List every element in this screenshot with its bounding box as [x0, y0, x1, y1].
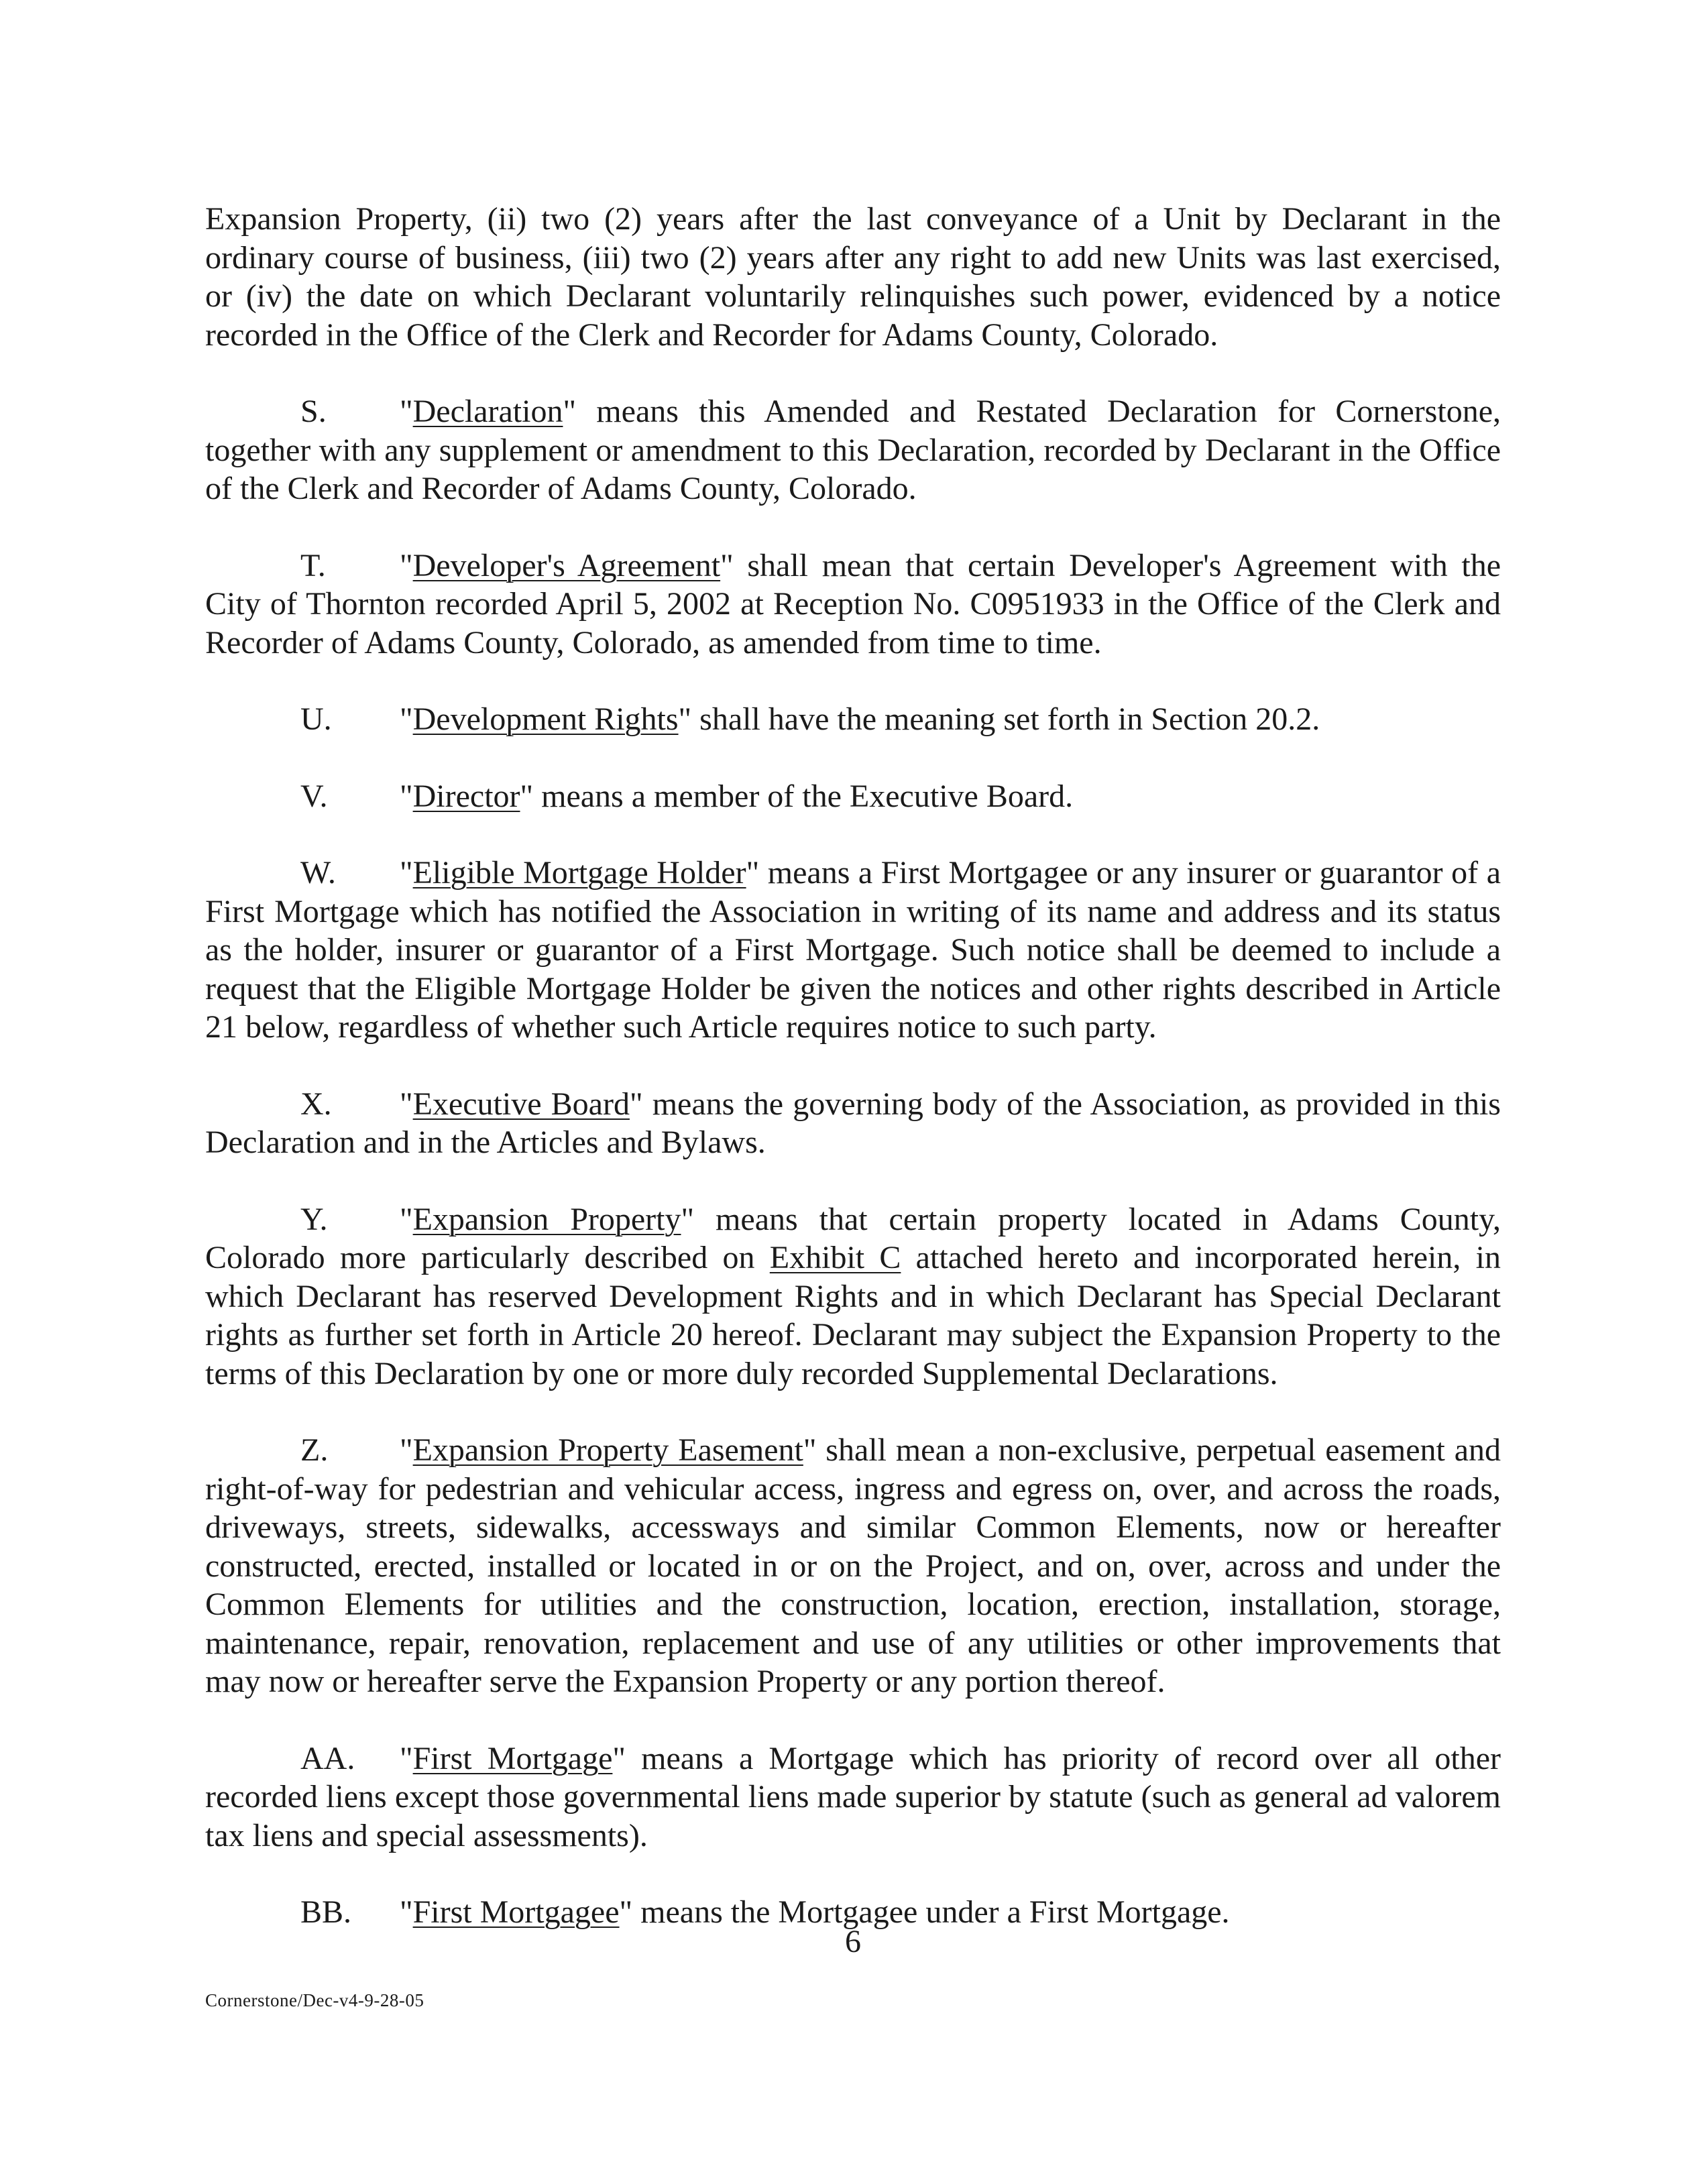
- definition-label: W.: [300, 855, 336, 890]
- definition-label: S.: [300, 394, 327, 429]
- definition-text: " shall have the meaning set forth in Section 20.2.: [678, 701, 1320, 737]
- defined-term: Eligible Mortgage Holder: [412, 855, 746, 890]
- definition-v: V. "Director" means a member of the Executive Board.: [205, 777, 1501, 816]
- definition-s: S. "Declaration" means this Amended and Restated Declaration for Cornerstone, together with any supplement or amendment to this Declaration, recorded by Declarant in the Office of the Clerk and Recorder of Adams County, Colorado.: [205, 394, 1501, 506]
- defined-term: First Mortgage: [412, 1740, 613, 1776]
- defined-term: First Mortgagee: [412, 1894, 620, 1930]
- defined-term: Executive Board: [412, 1086, 630, 1122]
- definition-label: V.: [300, 778, 328, 814]
- definition-text: " means the governing body of the Association, as provided in this Declaration and in the Articles and Bylaws.: [205, 1086, 1501, 1160]
- exhibit-reference: Exhibit C: [769, 1240, 901, 1275]
- definition-text: " means a member of the Executive Board.: [520, 778, 1074, 814]
- definition-label: AA.: [300, 1740, 355, 1776]
- definition-label: U.: [300, 701, 332, 737]
- defined-term: Developer's Agreement: [412, 547, 721, 583]
- definition-text: attached hereto and incorporated herein, in which Declarant has reserved Development Rights and in which Declarant has Special Declarant rights as further set forth in Article 20 hereof. Declarant may subject the Expansion Property to the terms of this Declaration by one or more duly recorded Supplemental Declarations.: [205, 1240, 1501, 1391]
- continuation-paragraph: Expansion Property, (ii) two (2) years after the last conveyance of a Unit by Declarant in the ordinary course of business, (iii) two (2) years after any right to add new Units was last exercised, or (iv) the date on which Declarant voluntarily relinquishes such power, evidenced by a notice recorded in the Office of the Clerk and Recorder for Adams County, Colorado.: [205, 201, 1501, 353]
- defined-term: Declaration: [412, 394, 563, 429]
- definition-label: Y.: [300, 1201, 328, 1237]
- definition-w: W. "Eligible Mortgage Holder" means a First Mortgagee or any insurer or guarantor of a First Mortgage which has notified the Association in writing of its name and address and its status as the holder, insurer or guarantor of a First Mortgage. Such notice shall be deemed to include a request that the Eligible Mortgage Holder be given the notices and other rights described in Article 21 below, regardless of whether such Article requires notice to such party.: [205, 855, 1501, 1045]
- definition-u: U. "Development Rights" shall have the meaning set forth in Section 20.2.: [205, 700, 1501, 739]
- definition-label: BB.: [300, 1894, 352, 1930]
- definition-label: X.: [300, 1086, 332, 1122]
- page-number: 6: [845, 1924, 861, 1959]
- body-text: [205, 200, 1501, 1970]
- definition-text: " means the Mortgagee under a First Mortgage.: [619, 1894, 1230, 1930]
- definition-label: Z.: [300, 1432, 329, 1468]
- definition-x: X. "Executive Board" means the governing body of the Association, as provided in this Declaration and in the Articles and Bylaws.: [205, 1086, 1501, 1160]
- definition-text: " means a Mortgage which has priority of record over all other recorded liens except those governmental liens made superior by statute (such as general ad valorem tax liens and special assessments).: [205, 1740, 1501, 1853]
- defined-term: Expansion Property: [412, 1201, 681, 1237]
- definition-z: Z. "Expansion Property Easement" shall mean a non-exclusive, perpetual easement and right-of-way for pedestrian and vehicular access, ingress and egress on, over, and across the roads, driveways, streets, sidewalks, accessways and similar Common Elements, now or hereafter constructed, erected, installed or located in or on the Project, and on, over, across and under the Common Elements for utilities and the construction, location, erection, installation, storage, maintenance, repair, renovation, replacement and use of any utilities or other improvements that may now or hereafter serve the Expansion Property or any portion thereof.: [205, 1432, 1501, 1699]
- definition-label: T.: [300, 547, 326, 583]
- definition-aa: AA. "First Mortgage" means a Mortgage which has priority of record over all other recorded liens except those governmental liens made superior by statute (such as general ad valorem tax liens and special assessments).: [205, 1740, 1501, 1853]
- definition-text: " shall mean that certain Developer's Agreement with the City of Thornton recorded April 5, 2002 at Reception No. C0951933 in the Office of the Clerk and Recorder of Adams County, Colorado, as amended from time to time.: [205, 547, 1501, 660]
- definition-text-before-ref: " means that certain property located in Adams County, Colorado more particularly described on: [205, 1201, 1501, 1275]
- definition-t: T. "Developer's Agreement" shall mean that certain Developer's Agreement with the City of Thornton recorded April 5, 2002 at Reception No. C0951933 in the Office of the Clerk and Recorder of Adams County, Colorado, as amended from time to time.: [205, 547, 1501, 660]
- definition-text: " means this Amended and Restated Declaration for Cornerstone, together with any supplement or amendment to this Declaration, recorded by Declarant in the Office of the Clerk and Recorder of Adams County, Colorado.: [205, 394, 1501, 506]
- definition-y: Y. "Expansion Property" means that certain property located in Adams County, Colorado more particularly described on Exhibit C attached hereto and incorporated herein, in which Declarant has reserved Development Rights and in which Declarant has Special Declarant rights as further set forth in Article 20 hereof. Declarant may subject the Expansion Property to the terms of this Declaration by one or more duly recorded Supplemental Declarations.: [205, 1201, 1501, 1391]
- definition-text: " means a First Mortgagee or any insurer or guarantor of a First Mortgage which has notified the Association in writing of its name and address and its status as the holder, insurer or guarantor of a First Mortgage. Such notice shall be deemed to include a request that the Eligible Mortgage Holder be given the notices and other rights described in Article 21 below, regardless of whether such Article requires notice to such party.: [205, 855, 1501, 1045]
- defined-term: Development Rights: [412, 701, 679, 737]
- definition-bb: BB. "First Mortgagee" means the Mortgagee under a First Mortgage.: [205, 1893, 1501, 1932]
- definition-text: " shall mean a non-exclusive, perpetual easement and right-of-way for pedestrian and vehicular access, ingress and egress on, over, and across the roads, driveways, streets, sidewalks, accessways and similar Common Elements, now or hereafter constructed, erected, installed or located in or on the Project, and on, over, across and under the Common Elements for utilities and the construction, location, erection, installation, storage, maintenance, repair, renovation, replacement and use of any utilities or other improvements that may now or hereafter serve the Expansion Property or any portion thereof.: [205, 1432, 1501, 1699]
- footer-document-id: Cornerstone/Dec-v4-9-28-05: [205, 1990, 424, 2010]
- defined-term: Expansion Property Easement: [412, 1432, 803, 1468]
- defined-term: Director: [412, 778, 520, 814]
